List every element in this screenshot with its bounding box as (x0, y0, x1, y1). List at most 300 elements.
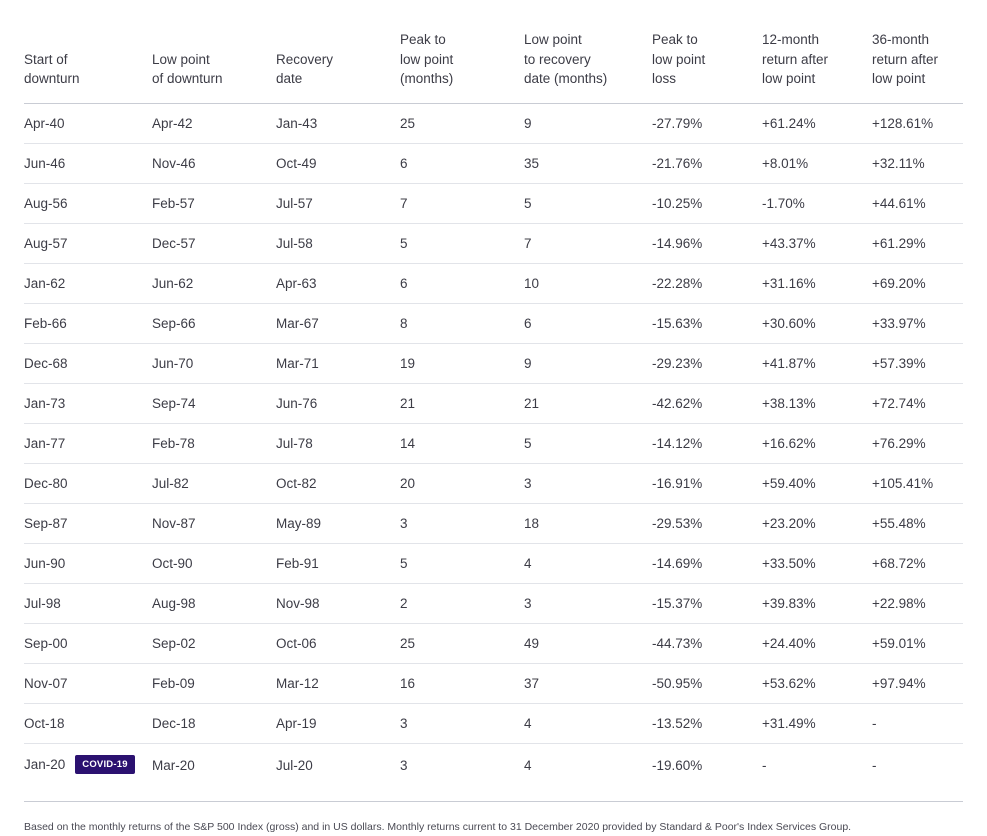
cell-peak-to-low-point-loss-value: -13.52% (652, 715, 703, 731)
cell-36-month-return-value: - (872, 757, 877, 773)
cell-peak-to-low-point-loss-value: -10.25% (652, 195, 703, 211)
cell-low-point-to-recovery-months (524, 463, 652, 503)
cell-recovery-date-value: Jul-58 (276, 235, 313, 251)
cell-12-month-return (762, 223, 872, 263)
cell-low-point-to-recovery-months (524, 423, 652, 463)
cell-recovery-date (276, 663, 400, 703)
cell-12-month-return-value: +31.16% (762, 275, 816, 291)
cell-12-month-return-value: +31.49% (762, 715, 816, 731)
start-of-downturn-value: Feb-66 (24, 315, 67, 331)
cell-36-month-return-value: +59.01% (872, 635, 926, 651)
cell-12-month-return-value: +41.87% (762, 355, 816, 371)
cell-12-month-return-value: +59.40% (762, 475, 816, 491)
cell-low-point-to-recovery-months (524, 263, 652, 303)
cell-36-month-return (872, 183, 963, 223)
cell-12-month-return-value: +39.83% (762, 595, 816, 611)
cell-recovery-date (276, 143, 400, 183)
cell-recovery-date-value: Nov-98 (276, 595, 320, 611)
cell-peak-to-low-point-months (400, 103, 524, 143)
cell-36-month-return (872, 303, 963, 343)
cell-recovery-date (276, 703, 400, 743)
cell-peak-to-low-point-months-value: 25 (400, 635, 416, 651)
cell-recovery-date (276, 543, 400, 583)
cell-peak-to-low-point-months (400, 623, 524, 663)
cell-peak-to-low-point-loss (652, 623, 762, 663)
cell-peak-to-low-point-loss (652, 463, 762, 503)
cell-low-point-to-recovery-months-value: 3 (524, 595, 532, 611)
cell-peak-to-low-point-loss-value: -44.73% (652, 635, 703, 651)
cell-peak-to-low-point-months (400, 543, 524, 583)
start-of-downturn-value: Jan-77 (24, 435, 66, 451)
cell-peak-to-low-point-loss-value: -27.79% (652, 115, 703, 131)
cell-peak-to-low-point-loss-value: -22.28% (652, 275, 703, 291)
column-header-12-month-return (762, 30, 872, 103)
cell-peak-to-low-point-months (400, 423, 524, 463)
cell-low-point-of-downturn (152, 103, 276, 143)
cell-12-month-return-value: +38.13% (762, 395, 816, 411)
cell-peak-to-low-point-months (400, 183, 524, 223)
cell-low-point-of-downturn (152, 583, 276, 623)
cell-low-point-to-recovery-months (524, 143, 652, 183)
table-row (24, 303, 963, 343)
cell-start-of-downturn (24, 223, 152, 263)
cell-low-point-to-recovery-months-value: 35 (524, 155, 540, 171)
cell-peak-to-low-point-loss (652, 743, 762, 787)
header-line: Peak to (652, 32, 698, 47)
cell-low-point-to-recovery-months (524, 183, 652, 223)
cell-peak-to-low-point-loss (652, 583, 762, 623)
cell-recovery-date (276, 383, 400, 423)
cell-start-of-downturn (24, 663, 152, 703)
cell-recovery-date (276, 583, 400, 623)
market-downturns-table (24, 30, 963, 787)
cell-peak-to-low-point-loss-value: -19.60% (652, 757, 703, 773)
cell-12-month-return (762, 303, 872, 343)
start-of-downturn-value: Nov-07 (24, 675, 68, 691)
cell-peak-to-low-point-months-value: 20 (400, 475, 416, 491)
cell-peak-to-low-point-loss (652, 383, 762, 423)
table-row (24, 383, 963, 423)
cell-peak-to-low-point-loss (652, 543, 762, 583)
table-body (24, 103, 963, 787)
header-line: low point (872, 71, 926, 87)
cell-36-month-return-value: +105.41% (872, 475, 934, 491)
start-of-downturn-value: Jul-98 (24, 595, 61, 611)
cell-low-point-of-downturn (152, 223, 276, 263)
cell-low-point-of-downturn (152, 623, 276, 663)
cell-12-month-return (762, 503, 872, 543)
cell-recovery-date (276, 183, 400, 223)
cell-peak-to-low-point-loss-value: -14.12% (652, 435, 703, 451)
cell-36-month-return-value: +69.20% (872, 275, 926, 291)
cell-recovery-date-value: Mar-12 (276, 675, 319, 691)
cell-peak-to-low-point-months (400, 663, 524, 703)
cell-36-month-return (872, 503, 963, 543)
cell-36-month-return-value: +32.11% (872, 155, 925, 171)
cell-peak-to-low-point-months (400, 143, 524, 183)
cell-peak-to-low-point-months-value: 7 (400, 195, 408, 211)
table-header (24, 30, 963, 103)
cell-peak-to-low-point-months-value: 16 (400, 675, 416, 691)
cell-36-month-return (872, 103, 963, 143)
cell-recovery-date (276, 623, 400, 663)
header-line: downturn (24, 71, 80, 87)
cell-low-point-of-downturn-value: Dec-57 (152, 235, 196, 251)
cell-low-point-to-recovery-months (524, 703, 652, 743)
cell-recovery-date (276, 223, 400, 263)
cell-36-month-return-value: +33.97% (872, 315, 926, 331)
table-row (24, 503, 963, 543)
cell-12-month-return (762, 583, 872, 623)
cell-12-month-return-value: -1.70% (762, 195, 805, 211)
start-of-downturn-value: Dec-68 (24, 355, 68, 371)
cell-low-point-of-downturn-value: Sep-74 (152, 395, 196, 411)
cell-recovery-date-value: Oct-06 (276, 635, 317, 651)
cell-peak-to-low-point-months-value: 8 (400, 315, 408, 331)
cell-start-of-downturn (24, 423, 152, 463)
column-header-start-of-downturn (24, 30, 152, 103)
table-row (24, 103, 963, 143)
cell-peak-to-low-point-months (400, 383, 524, 423)
header-line: return after (762, 51, 829, 67)
cell-start-of-downturn (24, 103, 152, 143)
cell-low-point-to-recovery-months (524, 623, 652, 663)
cell-low-point-of-downturn (152, 743, 276, 787)
cell-recovery-date-value: Jan-43 (276, 115, 318, 131)
table-row (24, 623, 963, 663)
cell-12-month-return-value: +61.24% (762, 115, 816, 131)
cell-start-of-downturn (24, 143, 152, 183)
cell-low-point-of-downturn-value: Feb-78 (152, 435, 195, 451)
header-line: date (276, 71, 303, 87)
header-line: Low point (152, 51, 210, 67)
cell-start-of-downturn (24, 543, 152, 583)
cell-low-point-to-recovery-months-value: 4 (524, 757, 532, 773)
cell-low-point-of-downturn-value: Dec-18 (152, 715, 196, 731)
cell-36-month-return (872, 143, 963, 183)
cell-peak-to-low-point-months-value: 5 (400, 555, 408, 571)
cell-low-point-of-downturn (152, 143, 276, 183)
cell-low-point-of-downturn-value: Sep-66 (152, 315, 196, 331)
cell-peak-to-low-point-loss (652, 503, 762, 543)
cell-12-month-return (762, 343, 872, 383)
header-line: low point (400, 51, 454, 67)
cell-low-point-of-downturn-value: Jun-62 (152, 275, 194, 291)
cell-start-of-downturn (24, 383, 152, 423)
cell-12-month-return-value: +33.50% (762, 555, 816, 571)
column-header-low-point-to-recovery-months (524, 30, 652, 103)
cell-start-of-downturn (24, 623, 152, 663)
cell-12-month-return (762, 423, 872, 463)
cell-recovery-date (276, 343, 400, 383)
cell-36-month-return-value: +22.98% (872, 595, 926, 611)
cell-peak-to-low-point-loss (652, 663, 762, 703)
cell-peak-to-low-point-loss-value: -42.62% (652, 395, 703, 411)
cell-peak-to-low-point-months-value: 3 (400, 715, 408, 731)
cell-36-month-return (872, 543, 963, 583)
header-line: 36-month (872, 32, 930, 47)
cell-peak-to-low-point-months-value: 14 (400, 435, 416, 451)
cell-36-month-return (872, 743, 963, 787)
cell-36-month-return-value: +76.29% (872, 435, 926, 451)
cell-36-month-return (872, 623, 963, 663)
cell-recovery-date-value: Jul-20 (276, 757, 313, 773)
start-of-downturn-value: Jan-62 (24, 275, 66, 291)
header-line: loss (652, 71, 677, 87)
start-of-downturn-value: Apr-40 (24, 115, 65, 131)
cell-12-month-return (762, 623, 872, 663)
cell-peak-to-low-point-loss (652, 103, 762, 143)
cell-low-point-of-downturn-value: Nov-46 (152, 155, 196, 171)
table-row (24, 463, 963, 503)
column-header-low-point-of-downturn (152, 30, 276, 103)
cell-low-point-to-recovery-months-value: 9 (524, 355, 532, 371)
cell-12-month-return (762, 703, 872, 743)
cell-low-point-of-downturn-value: Feb-09 (152, 675, 195, 691)
column-header-36-month-return (872, 30, 963, 103)
start-of-downturn-value: Sep-00 (24, 635, 68, 651)
cell-low-point-to-recovery-months (524, 743, 652, 787)
table-row (24, 223, 963, 263)
cell-low-point-to-recovery-months (524, 543, 652, 583)
cell-36-month-return (872, 703, 963, 743)
cell-36-month-return-value: +97.94% (872, 675, 926, 691)
cell-low-point-to-recovery-months-value: 5 (524, 435, 532, 451)
cell-peak-to-low-point-months-value: 3 (400, 515, 408, 531)
table-row (24, 583, 963, 623)
cell-recovery-date-value: Apr-19 (276, 715, 317, 731)
cell-start-of-downturn (24, 743, 152, 787)
cell-12-month-return (762, 743, 872, 787)
start-of-downturn-value: Jun-90 (24, 555, 66, 571)
cell-start-of-downturn (24, 583, 152, 623)
cell-12-month-return (762, 383, 872, 423)
header-line: of downturn (152, 71, 223, 87)
header-line: low point (762, 71, 816, 87)
cell-12-month-return-value: +53.62% (762, 675, 816, 691)
column-header-peak-to-low-point-months (400, 30, 524, 103)
cell-12-month-return (762, 543, 872, 583)
cell-low-point-of-downturn (152, 343, 276, 383)
cell-recovery-date-value: Jul-78 (276, 435, 313, 451)
cell-peak-to-low-point-months (400, 263, 524, 303)
cell-12-month-return (762, 143, 872, 183)
cell-low-point-of-downturn (152, 503, 276, 543)
cell-low-point-to-recovery-months-value: 7 (524, 235, 532, 251)
cell-peak-to-low-point-months-value: 21 (400, 395, 416, 411)
cell-12-month-return (762, 103, 872, 143)
cell-recovery-date (276, 303, 400, 343)
cell-low-point-of-downturn (152, 423, 276, 463)
cell-peak-to-low-point-loss (652, 423, 762, 463)
start-of-downturn-value: Aug-56 (24, 195, 68, 211)
cell-low-point-to-recovery-months-value: 5 (524, 195, 532, 211)
cell-recovery-date-value: Apr-63 (276, 275, 317, 291)
cell-low-point-to-recovery-months-value: 6 (524, 315, 532, 331)
header-line: date (months) (524, 71, 608, 87)
cell-low-point-of-downturn (152, 383, 276, 423)
cell-start-of-downturn (24, 303, 152, 343)
header-line: Peak to (400, 32, 446, 47)
table-row (24, 263, 963, 303)
cell-12-month-return-value: +16.62% (762, 435, 816, 451)
cell-low-point-to-recovery-months (524, 383, 652, 423)
cell-low-point-of-downturn (152, 183, 276, 223)
cell-36-month-return-value: +68.72% (872, 555, 926, 571)
header-line: (months) (400, 71, 454, 87)
cell-peak-to-low-point-months (400, 583, 524, 623)
header-line: Recovery (276, 51, 334, 67)
cell-low-point-to-recovery-months-value: 18 (524, 515, 540, 531)
cell-peak-to-low-point-loss (652, 143, 762, 183)
cell-peak-to-low-point-loss-value: -14.96% (652, 235, 703, 251)
header-line: to recovery (524, 51, 591, 67)
cell-12-month-return (762, 263, 872, 303)
cell-12-month-return-value: +24.40% (762, 635, 816, 651)
start-of-downturn-value: Oct-18 (24, 715, 65, 731)
table-header-row (24, 30, 963, 103)
start-of-downturn-value: Sep-87 (24, 515, 68, 531)
cell-low-point-to-recovery-months-value: 3 (524, 475, 532, 491)
cell-recovery-date (276, 263, 400, 303)
cell-36-month-return-value: - (872, 715, 877, 731)
column-header-peak-to-low-point-loss (652, 30, 762, 103)
cell-peak-to-low-point-loss-value: -50.95% (652, 675, 703, 691)
covid-19-badge: COVID-19 (75, 755, 134, 774)
table-row (24, 743, 963, 787)
cell-peak-to-low-point-loss-value: -15.63% (652, 315, 703, 331)
cell-low-point-to-recovery-months-value: 37 (524, 675, 540, 691)
cell-low-point-of-downturn-value: Oct-90 (152, 555, 193, 571)
cell-peak-to-low-point-months-value: 19 (400, 355, 416, 371)
footnote: Based on the monthly returns of the S&P 500 Index (gross) and in US dollars. Monthly returns current to 31 December 2020 provided by Standard & Poor's Index Services Group. (24, 821, 852, 834)
cell-peak-to-low-point-months (400, 743, 524, 787)
cell-36-month-return-value: +72.74% (872, 395, 926, 411)
cell-peak-to-low-point-months (400, 463, 524, 503)
cell-recovery-date-value: Jul-57 (276, 195, 313, 211)
cell-12-month-return (762, 463, 872, 503)
cell-low-point-to-recovery-months (524, 583, 652, 623)
cell-12-month-return-value: - (762, 757, 767, 773)
cell-low-point-of-downturn (152, 303, 276, 343)
cell-recovery-date (276, 743, 400, 787)
cell-start-of-downturn (24, 343, 152, 383)
cell-36-month-return (872, 223, 963, 263)
cell-peak-to-low-point-loss (652, 303, 762, 343)
cell-peak-to-low-point-months (400, 303, 524, 343)
cell-peak-to-low-point-months (400, 503, 524, 543)
header-line: return after (872, 51, 939, 67)
cell-peak-to-low-point-months (400, 703, 524, 743)
cell-recovery-date-value: May-89 (276, 515, 322, 531)
cell-recovery-date-value: Feb-91 (276, 555, 319, 571)
table-row (24, 663, 963, 703)
cell-low-point-of-downturn-value: Feb-57 (152, 195, 195, 211)
cell-peak-to-low-point-loss-value: -14.69% (652, 555, 703, 571)
cell-peak-to-low-point-loss-value: -29.23% (652, 355, 703, 371)
cell-peak-to-low-point-months-value: 2 (400, 595, 408, 611)
cell-peak-to-low-point-loss-value: -21.76% (652, 155, 703, 171)
cell-low-point-to-recovery-months (524, 303, 652, 343)
cell-peak-to-low-point-loss (652, 183, 762, 223)
cell-36-month-return (872, 263, 963, 303)
header-line: Low point (524, 32, 582, 47)
column-header-recovery-date (276, 30, 400, 103)
cell-start-of-downturn (24, 263, 152, 303)
cell-low-point-of-downturn (152, 543, 276, 583)
cell-peak-to-low-point-loss-value: -16.91% (652, 475, 703, 491)
start-of-downturn-value: Aug-57 (24, 235, 68, 251)
table-row (24, 703, 963, 743)
header-line: low point (652, 51, 706, 67)
cell-peak-to-low-point-loss (652, 703, 762, 743)
cell-low-point-of-downturn-value: Mar-20 (152, 757, 195, 773)
cell-peak-to-low-point-months-value: 6 (400, 275, 408, 291)
cell-start-of-downturn (24, 703, 152, 743)
start-of-downturn-value: Jan-73 (24, 395, 66, 411)
cell-36-month-return-value: +128.61% (872, 115, 934, 131)
cell-low-point-to-recovery-months-value: 9 (524, 115, 532, 131)
table-row (24, 183, 963, 223)
cell-36-month-return (872, 583, 963, 623)
cell-peak-to-low-point-loss (652, 263, 762, 303)
cell-low-point-to-recovery-months (524, 503, 652, 543)
cell-36-month-return (872, 383, 963, 423)
cell-low-point-to-recovery-months (524, 343, 652, 383)
cell-peak-to-low-point-loss (652, 343, 762, 383)
cell-recovery-date-value: Oct-49 (276, 155, 317, 171)
cell-low-point-of-downturn (152, 663, 276, 703)
cell-recovery-date-value: Oct-82 (276, 475, 317, 491)
cell-recovery-date-value: Mar-67 (276, 315, 319, 331)
cell-low-point-of-downturn-value: Jun-70 (152, 355, 194, 371)
header-line: 12-month (762, 32, 820, 47)
cell-low-point-to-recovery-months-value: 49 (524, 635, 540, 651)
cell-36-month-return-value: +61.29% (872, 235, 926, 251)
cell-36-month-return (872, 343, 963, 383)
cell-low-point-to-recovery-months-value: 4 (524, 715, 532, 731)
cell-peak-to-low-point-months-value: 25 (400, 115, 416, 131)
cell-start-of-downturn (24, 463, 152, 503)
cell-12-month-return-value: +43.37% (762, 235, 816, 251)
cell-low-point-of-downturn-value: Aug-98 (152, 595, 196, 611)
cell-recovery-date (276, 423, 400, 463)
cell-low-point-to-recovery-months-value: 10 (524, 275, 540, 291)
cell-peak-to-low-point-loss-value: -15.37% (652, 595, 703, 611)
cell-recovery-date (276, 463, 400, 503)
cell-low-point-to-recovery-months-value: 21 (524, 395, 540, 411)
cell-peak-to-low-point-months-value: 6 (400, 155, 408, 171)
cell-low-point-to-recovery-months (524, 663, 652, 703)
cell-low-point-of-downturn-value: Nov-87 (152, 515, 196, 531)
cell-12-month-return-value: +23.20% (762, 515, 816, 531)
cell-start-of-downturn (24, 183, 152, 223)
cell-12-month-return-value: +30.60% (762, 315, 816, 331)
cell-36-month-return-value: +55.48% (872, 515, 926, 531)
cell-recovery-date (276, 103, 400, 143)
cell-low-point-of-downturn (152, 263, 276, 303)
cell-peak-to-low-point-months-value: 3 (400, 757, 408, 773)
cell-start-of-downturn (24, 503, 152, 543)
cell-peak-to-low-point-loss-value: -29.53% (652, 515, 703, 531)
cell-36-month-return (872, 463, 963, 503)
cell-recovery-date-value: Mar-71 (276, 355, 319, 371)
cell-low-point-to-recovery-months (524, 103, 652, 143)
cell-low-point-of-downturn-value: Apr-42 (152, 115, 193, 131)
cell-low-point-of-downturn (152, 703, 276, 743)
cell-peak-to-low-point-months (400, 343, 524, 383)
table-row (24, 143, 963, 183)
